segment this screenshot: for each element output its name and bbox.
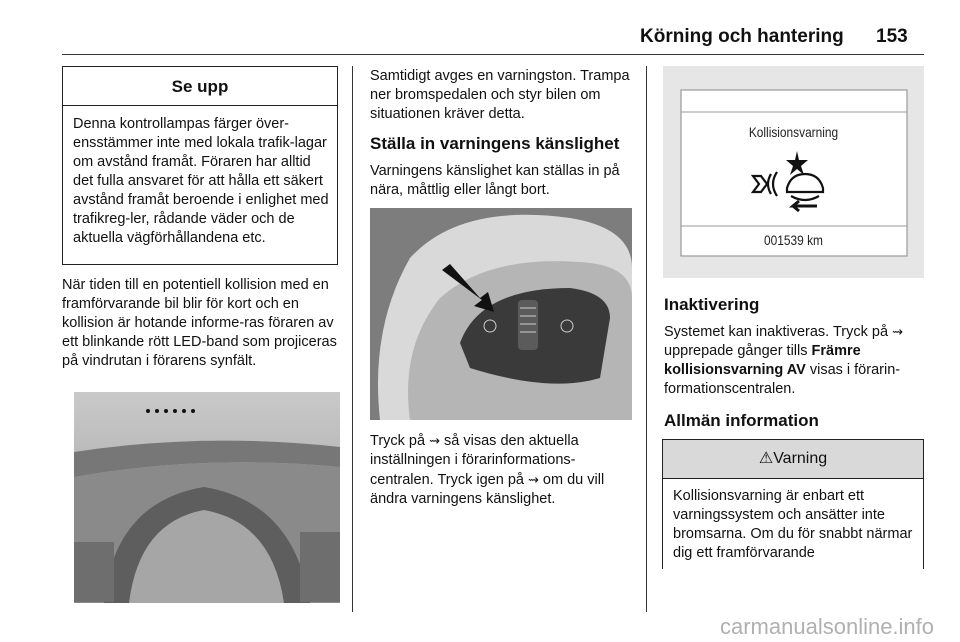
col3-heading-1: Inaktivering — [664, 295, 760, 314]
header-title: Körning och hantering — [640, 26, 844, 47]
collision-alert-button-icon: ⇝ — [527, 472, 539, 487]
collision-alert-button-icon: ⇝ — [429, 433, 440, 448]
col3-paragraph-1 — [664, 322, 924, 399]
col3-heading-2: Allmän information — [664, 411, 819, 430]
col3-paragraph-1-c: visas i förarin-formationscentralen. — [664, 362, 901, 397]
steering-wheel-image — [370, 208, 632, 420]
col2-paragraph-2: Varningens känslighet kan ställas in på nära, måttlig eller långt bort. — [370, 163, 620, 198]
page-number: 153 — [876, 26, 908, 47]
col3-paragraph-1-a: Systemet kan inaktiveras. Tryck på — [664, 324, 889, 340]
collision-alert-button-icon: ⇝ — [892, 324, 903, 339]
column-separator — [352, 66, 353, 612]
col2-paragraph-3 — [370, 431, 636, 509]
dashboard-image — [74, 392, 340, 603]
caution-box — [62, 66, 338, 265]
col2-heading: Ställa in varningens känslighet — [370, 134, 620, 153]
warning-body: Kollisionsvarning är enbart ett varningssystem och ansätter inte bromsarna. Om du för snabbt närmar dig ett framförvarande — [673, 488, 913, 561]
header-rule — [62, 54, 924, 55]
col3-paragraph-1-bold: Främre kollisionsvarning AV — [664, 343, 861, 378]
driver-info-display-image — [663, 66, 924, 278]
warning-triangle-icon: ⚠ — [758, 450, 774, 467]
col1-paragraph: När tiden till en potentiell kollision med en framförvarande bil blir för kort och en kollision är hotande informe-ras föraren av ett blinkande rött LED-band som projiceras på vindrutan i förarens synfält. — [62, 277, 337, 369]
caution-body: Denna kontrollampas färger över-ensstämmer inte med lokala trafik-lagar om avstånd framåt. Föraren har alltid det fulla ansvaret för att hålla ett säkert avstånd framåt beroende i enlighet med trafikreg-ler, rådande väder och de aktuella vägförhållandena etc. — [73, 116, 329, 246]
col3-paragraph-1-b: upprepade gånger tills — [664, 343, 808, 359]
watermark: carmanualsonline.info — [720, 614, 935, 639]
warning-heading-bar — [663, 440, 923, 479]
display-title: Kollisionsvarning — [748, 124, 839, 140]
col2-paragraph-3-b: så visas den aktuella inställningen i förarinformations-centralen. Tryck igen på — [370, 433, 579, 488]
col2-paragraph-1: Samtidigt avges en varningston. Trampa ner bromspedalen och styr bilen om situationen kräver detta. — [370, 68, 630, 122]
display-odometer: 001539 km — [764, 232, 823, 248]
col2-paragraph-3-a: Tryck på — [370, 433, 426, 449]
warning-heading: Varning — [773, 450, 828, 467]
warning-box — [662, 439, 924, 569]
col2-paragraph-3-c: om du vill ändra varningens känslighet. — [370, 472, 605, 507]
column-separator — [646, 66, 647, 612]
dashboard-illustration — [74, 392, 340, 603]
caution-heading: Se upp — [63, 67, 337, 106]
steering-wheel-illustration — [370, 208, 632, 420]
